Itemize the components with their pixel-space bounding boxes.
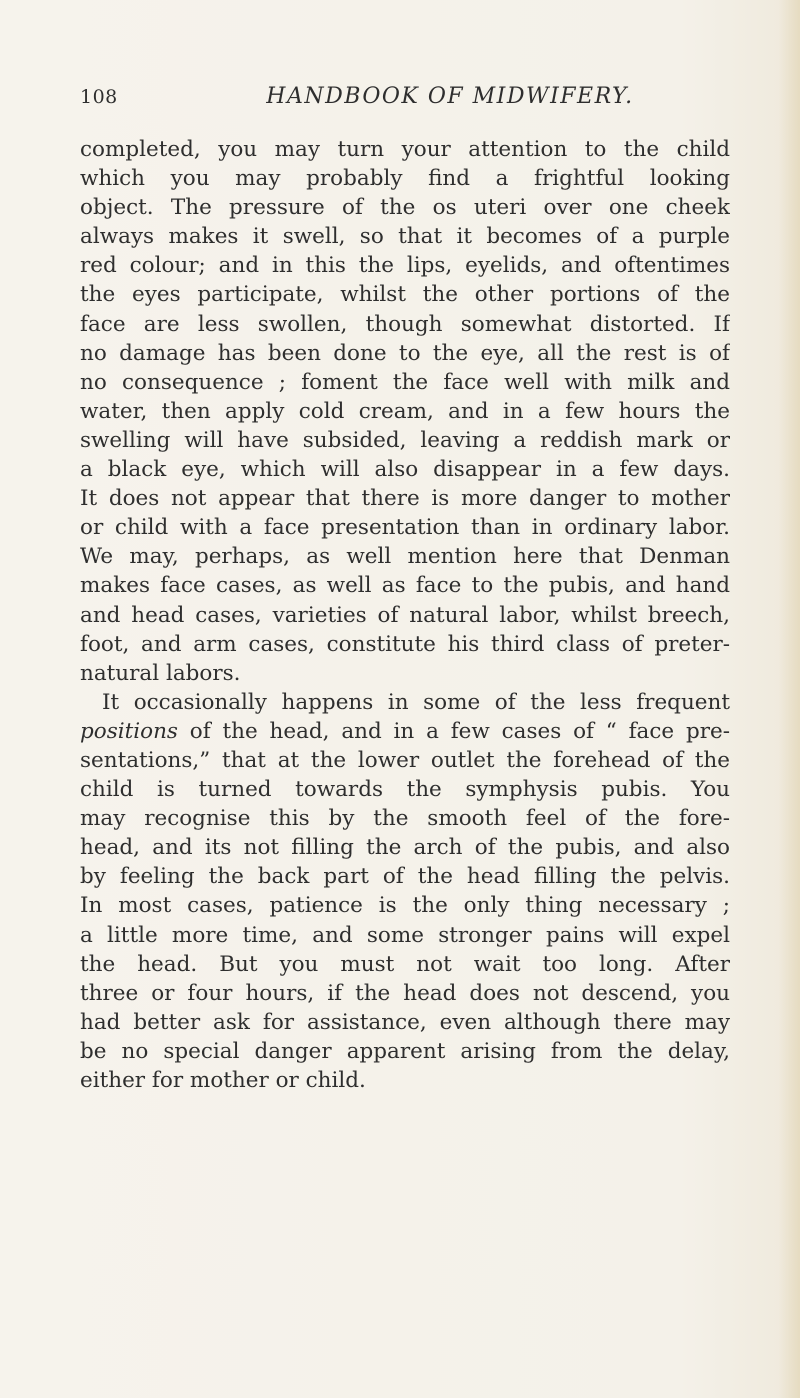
text-line: be no special danger apparent arising from the delay, [80,1038,730,1064]
text-line: either for mother or child. [80,1068,366,1093]
italic-word: positions [80,718,178,744]
text-line: It does not appear that there is more danger to mother [80,486,730,512]
text-line: or child with a face presentation than in ordinary labor. [80,515,730,541]
text-line: a little more time, and some stronger pains will expel [80,922,730,948]
text-line: three or four hours, if the head does not descend, you [80,980,730,1006]
text-line: head, and its not filling the arch of the pubis, and also [80,835,730,861]
paragraph-1 [80,135,730,688]
text-line: and head cases, varieties of natural labor, whilst breech, [80,602,730,628]
text-line: by feeling the back part of the head filling the pelvis. [80,864,730,890]
text-line: child is turned towards the symphysis pubis. You [80,777,730,803]
text-line: face are less swollen, though somewhat distorted. If [80,311,730,337]
text-line: swelling will have subsided, leaving a reddish mark or [80,427,730,453]
text-line: may recognise this by the smooth feel of the fore- [80,806,730,832]
text-line: no consequence ; foment the face well with milk and [80,369,730,395]
page-header [80,86,740,116]
text-line-mixed [80,717,730,746]
text-line: object. The pressure of the os uteri over one cheek [80,195,730,221]
text-line: In most cases, patience is the only thing necessary ; [80,893,730,919]
text-line: water, then apply cold cream, and in a few hours the [80,398,730,424]
text-line: had better ask for assistance, even although there may [80,1009,730,1035]
text-line: no damage has been done to the eye, all the rest is of [80,340,730,366]
text-line: makes face cases, as well as face to the pubis, and hand [80,573,730,599]
running-head: HANDBOOK OF MIDWIFERY. [266,84,634,109]
text-line: the head. But you must not wait too long. After [80,951,730,977]
text-line: the eyes participate, whilst the other portions of the [80,282,730,308]
paragraph-2 [80,688,730,1095]
text-fragment: of the head, and in a few cases of “ face pre- [189,718,730,744]
text-line: natural labors. [80,660,241,686]
body-text [80,135,730,1315]
text-line: We may, perhaps, as well mention here that Denman [80,544,730,570]
text-line: foot, and arm cases, constitute his third class of preter- [80,631,730,657]
text-line: completed, you may turn your attention to the child [80,137,730,162]
page-edge-shadow [778,0,800,1398]
page-number: 108 [80,86,118,108]
text-line: a black eye, which will also disappear in a few days. [80,457,730,483]
text-line: It occasionally happens in some of the less frequent [102,689,730,715]
text-line: which you may probably find a frightful looking [80,166,730,192]
text-line: sentations,” that at the lower outlet the forehead of the [80,747,730,773]
text-line: red colour; and in this the lips, eyelids, and oftentimes [80,253,730,279]
text-line: always makes it swell, so that it becomes of a purple [80,224,730,250]
